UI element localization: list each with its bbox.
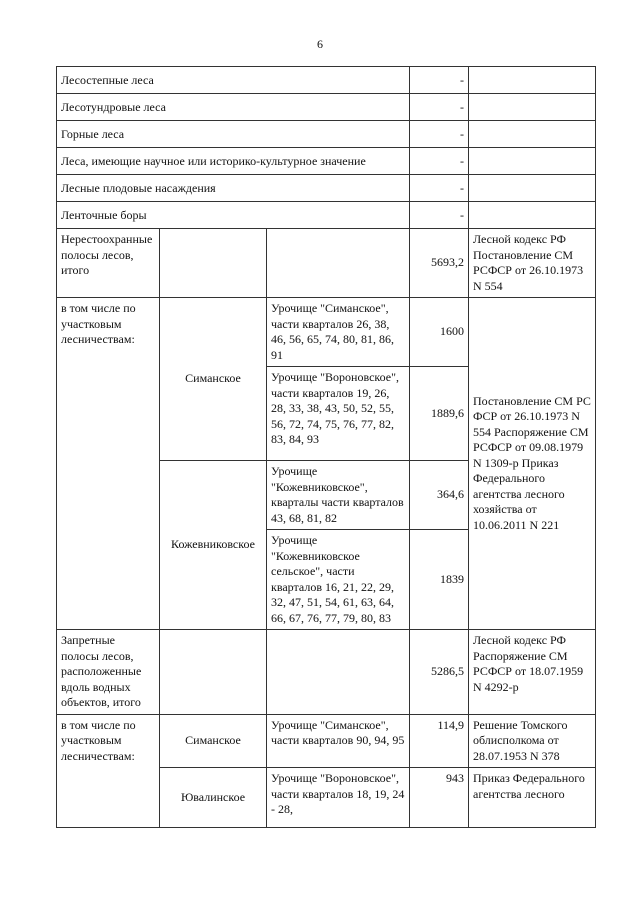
row-basis bbox=[469, 175, 596, 202]
area-value: 943 bbox=[410, 768, 469, 828]
area-value: 1600 bbox=[410, 298, 469, 367]
row-basis bbox=[469, 202, 596, 229]
legal-basis: Приказ Федерального агентства лесного bbox=[469, 768, 596, 828]
table-row bbox=[57, 714, 596, 768]
place-cell: Урочище "Симанское", части кварталов 26, 38, 46, 56, 65, 74, 80, 81, 86, 91 bbox=[267, 298, 410, 367]
forestry-cell bbox=[160, 630, 267, 715]
table-row bbox=[57, 175, 596, 202]
area-value: 1839 bbox=[410, 530, 469, 630]
forestry-name: Симанское bbox=[160, 298, 267, 461]
area-value: 364,6 bbox=[410, 461, 469, 530]
place-cell: Урочище "Кожевниковское сельское", части кварталов 16, 21, 22, 29, 32, 47, 51, 54, 61, 63, 64, 66, 67, 76, 77, 79, 80, 83 bbox=[267, 530, 410, 630]
legal-basis: Постановление СМ РС ФСР от 26.10.1973 N 554 Распоряжение СМ РСФСР от 09.08.1979 N 1309-р Приказ Федерального агентства лесного хозяйства от 10.06.2011 N 221 bbox=[469, 298, 596, 630]
page-number: 6 bbox=[317, 37, 323, 51]
area-value: 114,9 bbox=[410, 714, 469, 768]
place-cell bbox=[267, 630, 410, 715]
table-row bbox=[57, 229, 596, 298]
section-sublabel: в том числе по участковым лесничествам: bbox=[57, 298, 160, 630]
table-row bbox=[57, 148, 596, 175]
row-value: - bbox=[410, 121, 469, 148]
table-row bbox=[57, 202, 596, 229]
row-label: Леса, имеющие научное или историко-культурное значение bbox=[57, 148, 410, 175]
forestry-name: Кожевниковское bbox=[160, 461, 267, 630]
section-label: Запретные полосы лесов, расположенные вдоль водных объектов, итого bbox=[57, 630, 160, 715]
table-row bbox=[57, 630, 596, 715]
forest-table bbox=[56, 66, 596, 828]
row-value: - bbox=[410, 202, 469, 229]
area-value: 1889,6 bbox=[410, 367, 469, 461]
row-value: - bbox=[410, 94, 469, 121]
row-label: Горные леса bbox=[57, 121, 410, 148]
section-sublabel: в том числе по участковым лесничествам: bbox=[57, 714, 160, 828]
forestry-name: Симанское bbox=[160, 714, 267, 768]
legal-basis: Лесной кодекс РФ Распоряжение СМ РСФСР от 18.07.1959 N 4292-р bbox=[469, 630, 596, 715]
row-value: - bbox=[410, 148, 469, 175]
row-basis bbox=[469, 121, 596, 148]
forestry-name: Ювалинское bbox=[160, 768, 267, 828]
place-cell bbox=[267, 229, 410, 298]
place-cell: Урочище "Вороновское", части кварталов 18, 19, 24 - 28, bbox=[267, 768, 410, 828]
row-value: - bbox=[410, 175, 469, 202]
forestry-cell bbox=[160, 229, 267, 298]
table-row bbox=[57, 298, 596, 367]
row-basis bbox=[469, 67, 596, 94]
legal-basis: Решение Томского облисполкома от 28.07.1953 N 378 bbox=[469, 714, 596, 768]
row-basis bbox=[469, 148, 596, 175]
table-row bbox=[57, 67, 596, 94]
place-cell: Урочище "Кожевниковское", кварталы части кварталов 43, 68, 81, 82 bbox=[267, 461, 410, 530]
place-cell: Урочище "Вороновское", части кварталов 19, 26, 28, 33, 38, 43, 50, 52, 55, 56, 72, 74, 75, 76, 77, 82, 83, 84, 93 bbox=[267, 367, 410, 461]
area-value: 5693,2 bbox=[410, 229, 469, 298]
row-value: - bbox=[410, 67, 469, 94]
row-label: Лесотундровые леса bbox=[57, 94, 410, 121]
legal-basis: Лесной кодекс РФ Постановление СМ РСФСР от 26.10.1973 N 554 bbox=[469, 229, 596, 298]
area-value: 5286,5 bbox=[410, 630, 469, 715]
row-label: Лесные плодовые насаждения bbox=[57, 175, 410, 202]
section-label: Нерестоохранные полосы лесов, итого bbox=[57, 229, 160, 298]
table-row bbox=[57, 121, 596, 148]
row-label: Лесостепные леса bbox=[57, 67, 410, 94]
row-basis bbox=[469, 94, 596, 121]
table-row bbox=[57, 94, 596, 121]
place-cell: Урочище "Симанское", части кварталов 90, 94, 95 bbox=[267, 714, 410, 768]
row-label: Ленточные боры bbox=[57, 202, 410, 229]
